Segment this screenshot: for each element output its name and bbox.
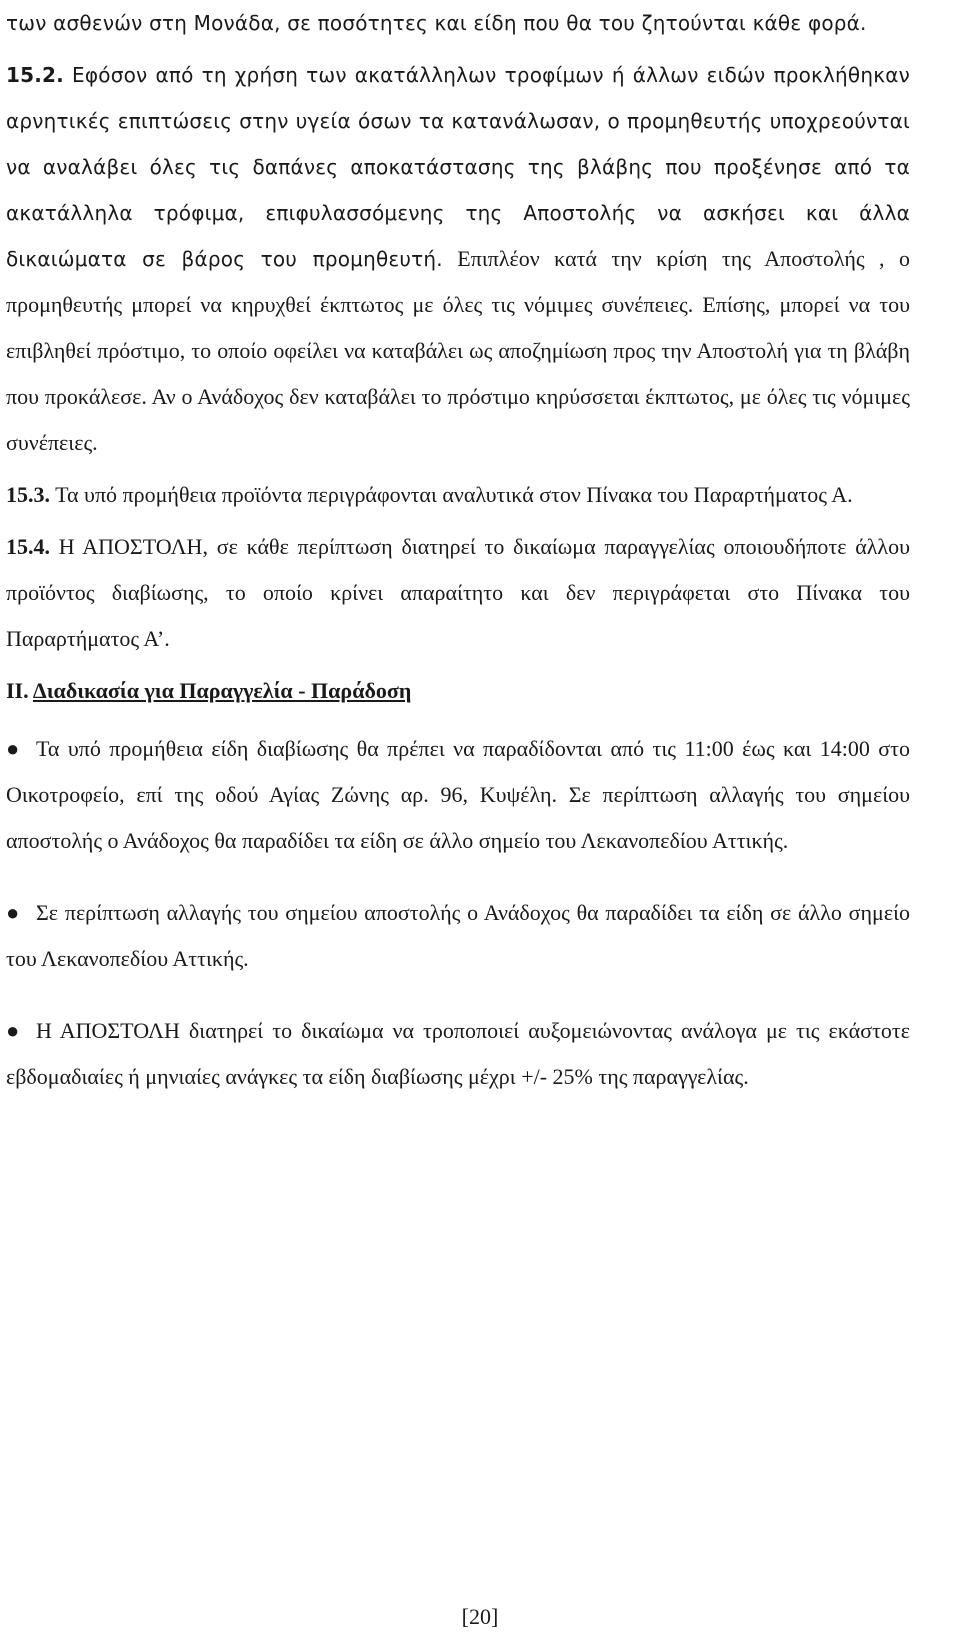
heading-number: ΙΙ. xyxy=(6,678,33,703)
bullet-icon: ● xyxy=(6,1018,20,1043)
section-text: Επιπλέον κατά την κρίση της Αποστολής , ο προμηθευτής μπορεί να κηρυχθεί έκπτωτος με όλες τις νόμιμες συνέπειες. Επίσης, μπορεί να του επιβληθεί πρόστιμο, το οποίο οφείλει να καταβάλει ως αποζημίωση προς την Αποστολή για τη βλάβη που προκάλεσε. Αν ο Ανάδοχος δεν καταβάλει το πρόστιμο κηρύσσεται έκπτωτος, με όλες τις νόμιμες συνέπειες. xyxy=(6,246,910,455)
list-item-text: Τα υπό προμήθεια είδη διαβίωσης θα πρέπει να παραδίδονται από τις 11:00 έως και 14:00 στο Οικοτροφείο, επί της οδού Αγίας Ζώνης αρ. 96, Κυψέλη. Σε περίπτωση αλλαγής του σημείου αποστολής ο Ανάδοχος θα παραδίδει τα είδη σε άλλο σημείο του Λεκανοπεδίου Αττικής. xyxy=(6,736,910,853)
section-15-3 xyxy=(6,472,910,518)
section-text: Η ΑΠΟΣΤΟΛΗ, σε κάθε περίπτωση διατηρεί το δικαίωμα παραγγελίας οποιουδήποτε άλλου προϊόντος διαβίωσης, το οποίο κρίνει απαραίτητο και δεν περιγράφεται στο Πίνακα του Παραρτήματος Α’. xyxy=(6,534,910,651)
section-number: 15.2. xyxy=(6,63,64,87)
list-item xyxy=(6,890,910,982)
list-item xyxy=(6,1008,910,1100)
heading-title: Διαδικασία για Παραγγελία - Παράδοση xyxy=(32,678,412,703)
list-item xyxy=(6,726,910,864)
paragraph-continuation: των ασθενών στη Μονάδα, σε ποσότητες και είδη που θα του ζητούνται κάθε φορά. xyxy=(6,11,867,35)
bullet-icon: ● xyxy=(6,900,20,925)
document-page xyxy=(6,0,910,1100)
bullet-icon: ● xyxy=(6,736,20,761)
list-item-text: Η ΑΠΟΣΤΟΛΗ διατηρεί το δικαίωμα να τροποποιεί αυξομειώνοντας ανάλογα με τις εκάστοτε εβδομαδιαίες ή μηνιαίες ανάγκες τα είδη διαβίωσης μέχρι +/- 25% της παραγγελίας. xyxy=(6,1018,910,1089)
section-number: 15.4. xyxy=(6,534,50,559)
section-15-2 xyxy=(6,52,910,466)
section-15-4 xyxy=(6,524,910,662)
section-text: Τα υπό προμήθεια προϊόντα περιγράφονται αναλυτικά στον Πίνακα του Παραρτήματος Α. xyxy=(50,482,853,507)
section-text: Εφόσον από τη χρήση των ακατάλληλων τροφίμων ή άλλων ειδών προκλήθηκαν αρνητικές επιπτώσεις στην υγεία όσων τα κατανάλωσαν, ο προμηθευτής υποχρεούνται να αναλάβει όλες τις δαπάνες αποκατάστασης της βλάβης που προξένησε από τα ακατάλληλα τρόφιμα, επιφυλασσόμενης της Αποστολής να ασκήσει και άλλα δικαιώματα σε βάρος του προμηθευτή. xyxy=(6,63,910,271)
section-heading xyxy=(6,668,910,714)
list-item-text: Σε περίπτωση αλλαγής του σημείου αποστολής ο Ανάδοχος θα παραδίδει τα είδη σε άλλο σημείο του Λεκανοπεδίου Αττικής. xyxy=(6,900,910,971)
section-number: 15.3. xyxy=(6,482,50,507)
page-number: [20] xyxy=(461,1604,499,1629)
